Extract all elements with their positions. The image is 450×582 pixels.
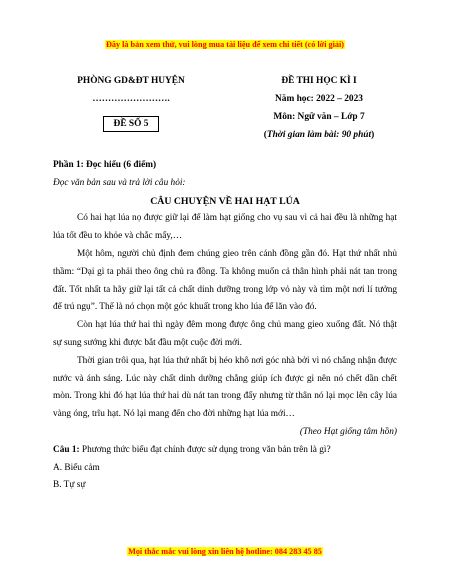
question-1-text: Phương thức biểu đạt chính được sử dụng trong văn bản trên là gì? <box>79 444 331 455</box>
exam-duration-text: Thời gian làm bài: 90 phút <box>266 130 372 140</box>
story-title: CÂU CHUYỆN VỀ HAI HẠT LÚA <box>150 195 300 207</box>
subject-grade: Môn: Ngữ văn – Lớp 7 <box>273 112 365 122</box>
preview-banner-text: Đây là bản xem thử, vui lòng mua tài liệu để xem chi tiết (có lời giải) <box>105 40 344 49</box>
department-name: PHÒNG GD&ĐT HUYỆN <box>77 76 185 86</box>
instruction: Đọc văn bản sau và trả lời câu hỏi: <box>53 177 186 188</box>
exam-title: ĐỀ THI HỌC KÌ I <box>281 76 357 86</box>
district-placeholder: ……………………. <box>92 94 170 104</box>
exam-duration: (Thời gian làm bài: 90 phút) <box>263 130 375 140</box>
preview-banner <box>0 40 450 49</box>
story-paragraph-1: Có hai hạt lúa nọ được giữ lại để làm hạt giống cho vụ sau vì cả hai đều là những hạt lúa tốt đều to khỏe và chắc mẩy,… <box>53 213 397 242</box>
question-1 <box>53 442 397 460</box>
hotline-banner <box>0 547 450 556</box>
option-a: A. Biểu cảm <box>53 462 100 473</box>
option-b: B. Tự sự <box>53 480 86 491</box>
story-paragraph-4: Thời gian trôi qua, hạt lúa thứ nhất bị héo khô nơi góc nhà bởi vì nó chẳng nhận được nước và ánh sáng. Lúc này chất dinh dưỡng chẳng giúp ích được gì nên nó chết dần chết mòn. Trong khi đó hạt lúa thứ hai dù nát tan trong đấy nhưng từ thân nó lại mọc lên cây lúa vàng óng, trĩu hạt. Nó lại mang đến cho đời những hạt lúa mới… <box>53 355 397 420</box>
story-paragraph-2: Một hôm, người chủ định đem chúng gieo trên cánh đồng gần đó. Hạt thứ nhất nhủ thầm: “Dại gì ta phải theo ông chủ ra đồng. Ta không muốn cả thân hình phải nát tan trong đất. Tốt nhất ta hãy giữ lại tất cả chất dinh dưỡng trong lớp vỏ này và tìm một nơi lí tưởng để trú ngụ”. Thế là nó chọn một góc khuất trong kho lúa để lăn vào đó. <box>53 248 397 313</box>
school-header <box>50 72 212 132</box>
story-paragraph-3: Còn hạt lúa thứ hai thì ngày đêm mong được ông chủ mang gieo xuống đất. Nó thật sự sung sướng khi được bắt đầu một cuộc đời mới. <box>53 320 397 348</box>
question-1-label: Câu 1: <box>53 444 80 455</box>
exam-header <box>238 72 400 144</box>
story-source: (Theo Hạt giống tâm hồn) <box>299 426 397 437</box>
hotline-text: Mọi thắc mắc vui lòng xin liên hệ hotline: 084 283 45 85 <box>128 547 322 556</box>
school-year: Năm học: 2022 – 2023 <box>274 94 363 104</box>
exam-content <box>53 157 397 495</box>
exam-number-box: ĐỀ SỐ 5 <box>103 116 160 132</box>
section-heading: Phần 1: Đọc hiểu (6 điểm) <box>53 160 157 170</box>
